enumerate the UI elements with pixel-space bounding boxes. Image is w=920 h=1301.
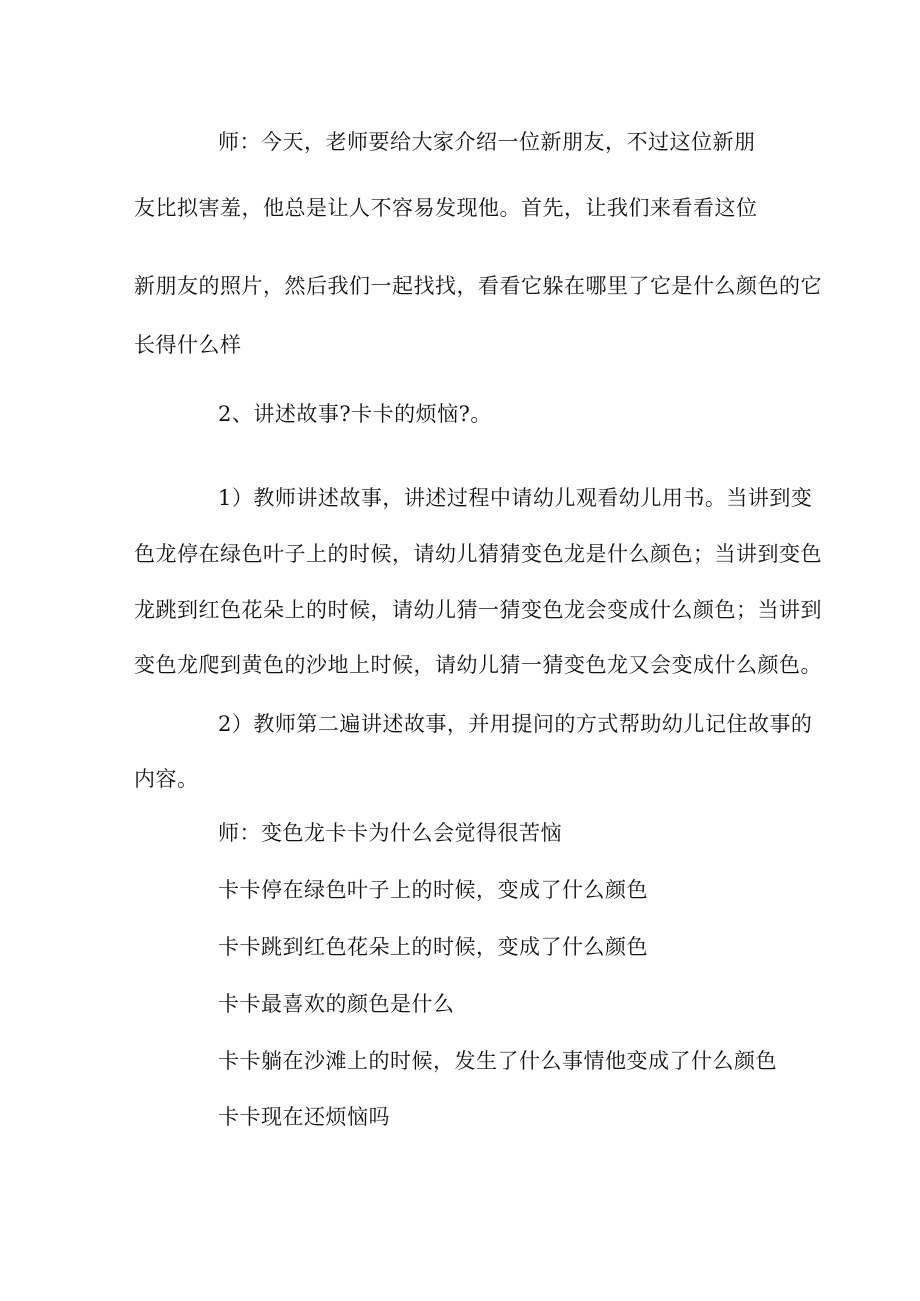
paragraph-line-11: 内容。 bbox=[134, 767, 199, 791]
question-line-5: 卡卡躺在沙滩上的时候，发生了什么事情他变成了什么颜色 bbox=[218, 1049, 777, 1073]
paragraph-line-8: 龙跳到红色花朵上的时候，请幼儿猜一猜变色龙会变成什么颜色；当讲到 bbox=[134, 598, 822, 622]
paragraph-line-9: 变色龙爬到黄色的沙地上时候，请幼儿猜一猜变色龙又会变成什么颜色。 bbox=[134, 653, 822, 677]
paragraph-line-10: 2）教师第二遍讲述故事，并用提问的方式帮助幼儿记住故事的 bbox=[218, 712, 813, 736]
question-line-2: 卡卡停在绿色叶子上的时候，变成了什么颜色 bbox=[218, 878, 648, 902]
question-line-3: 卡卡跳到红色花朵上的时候，变成了什么颜色 bbox=[218, 935, 648, 959]
question-line-4: 卡卡最喜欢的颜色是什么 bbox=[218, 992, 455, 1016]
paragraph-line-7: 色龙停在绿色叶子上的时候，请幼儿猜猜变色龙是什么颜色；当讲到变色 bbox=[134, 542, 822, 566]
section-heading: 2、讲述故事?卡卡的烦恼?。 bbox=[218, 402, 492, 426]
question-line-6: 卡卡现在还烦恼吗 bbox=[218, 1105, 390, 1129]
paragraph-line-3: 新朋友的照片，然后我们一起找找，看看它躲在哪里了它是什么颜色的它 bbox=[134, 274, 822, 298]
paragraph-line-6: 1）教师讲述故事，讲述过程中请幼儿观看幼儿用书。当讲到变 bbox=[218, 486, 813, 510]
question-line-1: 师：变色龙卡卡为什么会觉得很苦恼 bbox=[218, 821, 562, 845]
paragraph-line-4: 长得什么样 bbox=[134, 333, 242, 357]
paragraph-line-2: 友比拟害羞，他总是让人不容易发现他。首先，让我们来看看这位 bbox=[134, 196, 758, 220]
paragraph-line-1: 师：今天，老师要给大家介绍一位新朋友，不过这位新朋 bbox=[218, 130, 756, 154]
